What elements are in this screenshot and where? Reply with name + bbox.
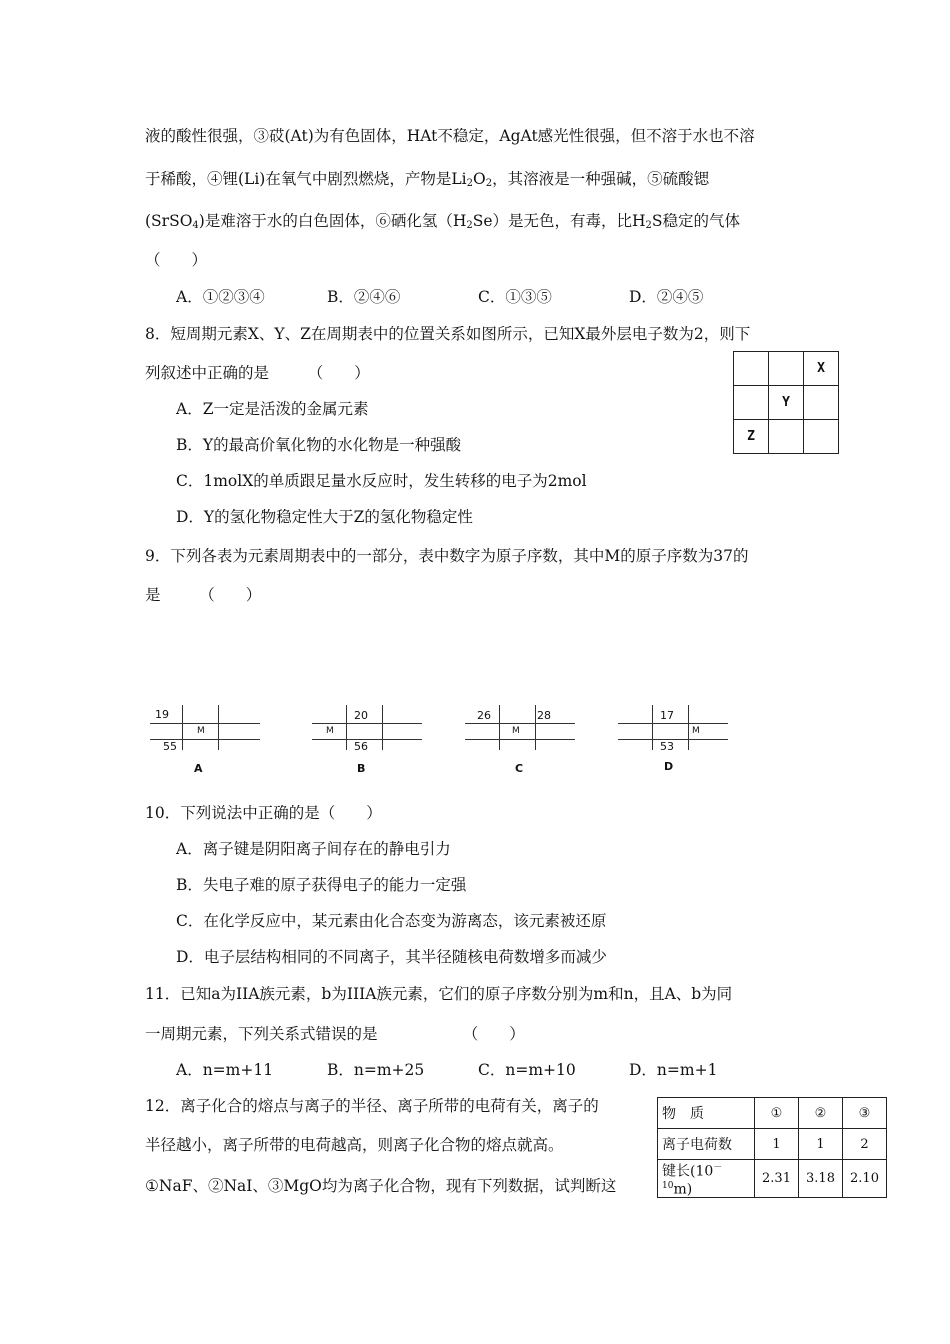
q8-periodic-grid: [733, 351, 839, 454]
q7-line2: 于稀酸，④锂(Li)在氧气中剧烈燃烧，产物是$Li_2O_2$，其溶液是一种强碱，⑤硫酸锶: [145, 170, 710, 189]
cell-bottom: 55: [163, 740, 177, 753]
q11-option-a: A．n=m+11: [176, 1061, 274, 1079]
grid-cell: [804, 386, 839, 420]
q12-line1: 12．离子化合的熔点与离子的半径、离子所带的电荷有关，离子的: [145, 1097, 599, 1115]
q9-stem-line2: 是 （ ）: [145, 586, 262, 604]
table-header-cell: ②: [799, 1098, 843, 1129]
cell-top-right: 28: [537, 709, 551, 722]
grid-cell-z: Z: [734, 420, 769, 454]
table-cell: 2.10: [843, 1160, 887, 1198]
table-row: [658, 1098, 887, 1129]
q9-fragment-a: [150, 705, 260, 775]
cell-m: M: [512, 726, 520, 736]
q7-line1: 液的酸性很强，③砹(At)为有色固体，HAt不稳定，AgAt感光性很强，但不溶于水也不溶: [145, 127, 755, 145]
cell-m: M: [326, 726, 334, 736]
grid-cell: [769, 352, 804, 386]
q8-option-d: D．Y的氢化物稳定性大于Z的氢化物稳定性: [176, 508, 473, 526]
cell-m: M: [692, 726, 700, 736]
table-cell: 1: [799, 1129, 843, 1160]
fragment-label: B: [357, 762, 366, 775]
q11-stem-line1: 11．已知a为IIA族元素，b为IIIA族元素，它们的原子序数分别为m和n，且A、b为同: [145, 985, 733, 1003]
q8-option-a: A．Z一定是活泼的金属元素: [176, 400, 369, 418]
table-cell: 3.18: [799, 1160, 843, 1198]
table-header-cell: ③: [843, 1098, 887, 1129]
table-cell: 2.31: [755, 1160, 799, 1198]
q12-line3: ①NaF、②NaI、③MgO均为离子化合物，现有下列数据，试判断这: [145, 1177, 617, 1195]
table-cell: 2: [843, 1129, 887, 1160]
cell-top-left: 26: [477, 709, 491, 722]
grid-cell: [734, 352, 769, 386]
grid-cell: [734, 386, 769, 420]
grid-cell: [769, 420, 804, 454]
q10-option-b: B．失电子难的原子获得电子的能力一定强: [176, 876, 467, 894]
fragment-label: C: [515, 762, 524, 775]
q10-option-d: D．电子层结构相同的不同离子，其半径随核电荷数增多而减少: [176, 948, 607, 966]
q7-line3: (SrSO$_4$)是难溶于水的白色固体，⑥硒化氢$(H_2Se)$是无色，有毒，比$H_2S$稳定的气体: [145, 212, 741, 231]
q9-fragment-d: [618, 705, 728, 773]
q11-stem-line2: 一周期元素，下列关系式错误的是 （ ）: [145, 1025, 525, 1043]
grid-cell-y: Y: [769, 386, 804, 420]
q8-stem-line2: 列叙述中正确的是 （ ）: [145, 364, 370, 382]
cell-top: 19: [155, 708, 169, 721]
q7-option-d: D．②④⑤: [629, 288, 704, 306]
q7-option-a: A．①②③④: [176, 288, 265, 306]
q9-fragment-c: [465, 705, 575, 775]
table-header-cell: 物 质: [658, 1098, 755, 1129]
grid-cell-x: X: [804, 352, 839, 386]
q10-stem: 10．下列说法中正确的是（ ）: [145, 804, 382, 822]
fragment-label: D: [664, 760, 674, 773]
q8-option-c: C．1molX的单质跟足量水反应时，发生转移的电子为2mol: [176, 472, 587, 490]
q7-option-c: C．①③⑤: [478, 288, 552, 306]
q10-option-c: C．在化学反应中，某元素由化合态变为游离态，该元素被还原: [176, 912, 607, 930]
q11-option-d: D．n=m+1: [629, 1061, 718, 1079]
cell-top: 20: [354, 709, 368, 722]
q7-answer-blank: （ ）: [145, 251, 208, 269]
table-row: [658, 1129, 887, 1160]
q11-option-b: B．n=m+25: [327, 1061, 425, 1079]
q7-option-b: B．②④⑥: [327, 288, 401, 306]
q12-line2: 半径越小，离子所带的电荷越高，则离子化合物的熔点就高。: [145, 1136, 564, 1154]
q9-fragment-b: [312, 705, 422, 775]
cell-bottom: 56: [354, 740, 368, 753]
table-cell: 1: [755, 1129, 799, 1160]
table-header-cell: ①: [755, 1098, 799, 1129]
q8-stem-line1: 8．短周期元素X、Y、Z在周期表中的位置关系如图所示，已知X最外层电子数为2，则下: [145, 325, 751, 343]
q9-stem-line1: 9．下列各表为元素周期表中的一部分，表中数字为原子序数，其中M的原子序数为37的: [145, 547, 749, 565]
cell-m: M: [197, 726, 205, 736]
q10-option-a: A．离子键是阴阳离子间存在的静电引力: [176, 840, 451, 858]
q12-data-table: [657, 1097, 887, 1198]
q8-option-b: B．Y的最高价氧化物的水化物是一种强酸: [176, 436, 462, 454]
grid-cell: [804, 420, 839, 454]
table-row: [658, 1160, 887, 1198]
cell-bottom: 53: [660, 740, 674, 753]
fragment-label: A: [194, 762, 203, 775]
q11-option-c: C．n=m+10: [478, 1061, 576, 1079]
cell-top: 17: [660, 709, 674, 722]
table-cell: 离子电荷数: [658, 1129, 755, 1160]
table-cell: 键长$(10^{-10}m)$: [658, 1160, 755, 1198]
